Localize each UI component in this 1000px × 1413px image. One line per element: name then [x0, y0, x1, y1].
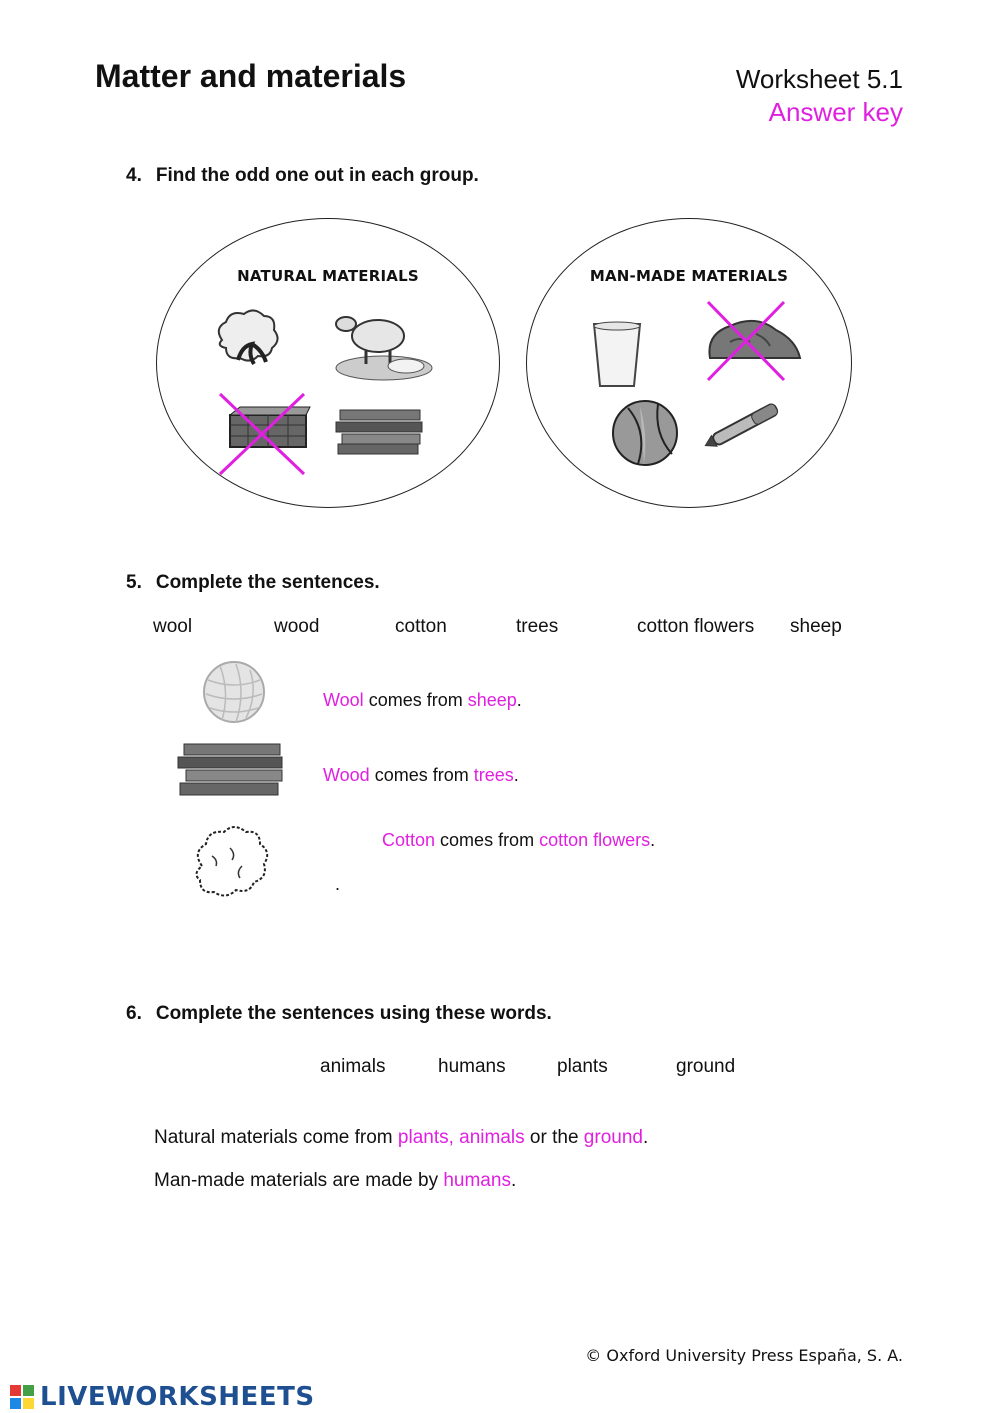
answer-text: Cotton [382, 830, 436, 850]
sentence-text: comes from [363, 690, 468, 710]
sentence-text: comes from [369, 765, 474, 785]
cross-mark-icon [704, 298, 788, 384]
question-4-heading [126, 165, 479, 187]
word-bank-item: cotton flowers [637, 616, 755, 637]
cotton-flower-icon [190, 826, 272, 902]
question-6-heading [126, 1003, 552, 1025]
sentence-cotton [382, 830, 655, 851]
word-bank-item: wool [153, 616, 193, 637]
sentence-text: . [642, 1127, 649, 1148]
ball-icon [608, 398, 682, 468]
sentence-text: . [650, 830, 656, 850]
question-5-instruction: Complete the sentences. [155, 572, 380, 593]
word-bank-item: ground [676, 1056, 736, 1077]
answer-text: sheep [467, 690, 517, 710]
glass-icon [590, 320, 646, 392]
manmade-materials-label: MAN-MADE MATERIALS [589, 267, 789, 285]
q6-word-bank [0, 1056, 1000, 1080]
word-bank-item: wood [274, 616, 320, 637]
sentence-manmade-materials [154, 1170, 516, 1192]
question-5-number: 5. [126, 572, 142, 593]
sheep-icon [332, 310, 436, 382]
word-bank-item: sheep [790, 616, 842, 637]
yarn-ball-icon [200, 660, 270, 726]
answer-key-label: Answer key [768, 97, 903, 127]
answer-text: plants, animals [397, 1127, 525, 1148]
sentence-wool [323, 690, 522, 711]
pen-icon [696, 400, 796, 448]
cotton-icon [212, 310, 282, 374]
worksheet-number: Worksheet 5.1 [735, 64, 903, 94]
word-bank-item: cotton [395, 616, 447, 637]
logo-text: LIVEWORKSHEETS [40, 1382, 315, 1412]
natural-materials-label: NATURAL MATERIALS [237, 267, 419, 285]
q5-word-bank [0, 616, 1000, 640]
page-title: Matter and materials [95, 58, 407, 94]
answer-text: trees [473, 765, 514, 785]
sentence-wood [323, 765, 519, 786]
question-6-number: 6. [126, 1003, 142, 1024]
question-6-instruction: Complete the sentences using these words. [155, 1003, 552, 1024]
answer-text: ground [583, 1127, 643, 1148]
word-bank-item: trees [516, 616, 559, 637]
word-bank-item: plants [557, 1056, 608, 1077]
sentence-text: comes from [435, 830, 540, 850]
question-4-number: 4. [126, 165, 142, 186]
sentence-text: or the [524, 1127, 584, 1148]
wood-planks-icon [336, 408, 426, 456]
answer-text: Wool [323, 690, 364, 710]
liveworksheets-logo-icon [10, 1385, 34, 1409]
question-5-heading [126, 572, 380, 594]
wood-planks-icon [178, 742, 288, 798]
copyright-notice: © Oxford University Press España, S. A. [585, 1346, 903, 1365]
answer-text: Wood [323, 765, 370, 785]
stray-dot: . [335, 874, 341, 894]
natural-materials-circle [156, 218, 500, 508]
sentence-text: . [513, 765, 519, 785]
question-4-instruction: Find the odd one out in each group. [155, 165, 479, 186]
liveworksheets-logo[interactable] [10, 1382, 315, 1412]
answer-text: humans [443, 1170, 511, 1191]
cross-mark-icon [216, 390, 308, 478]
sentence-natural-materials [154, 1127, 648, 1149]
answer-text: cotton flowers [539, 830, 651, 850]
sentence-text: Natural materials come from [154, 1127, 398, 1148]
sentence-text: Man-made materials are made by [154, 1170, 444, 1191]
word-bank-item: humans [438, 1056, 506, 1077]
sentence-text: . [510, 1170, 517, 1191]
sentence-text: . [516, 690, 522, 710]
word-bank-item: animals [320, 1056, 386, 1077]
